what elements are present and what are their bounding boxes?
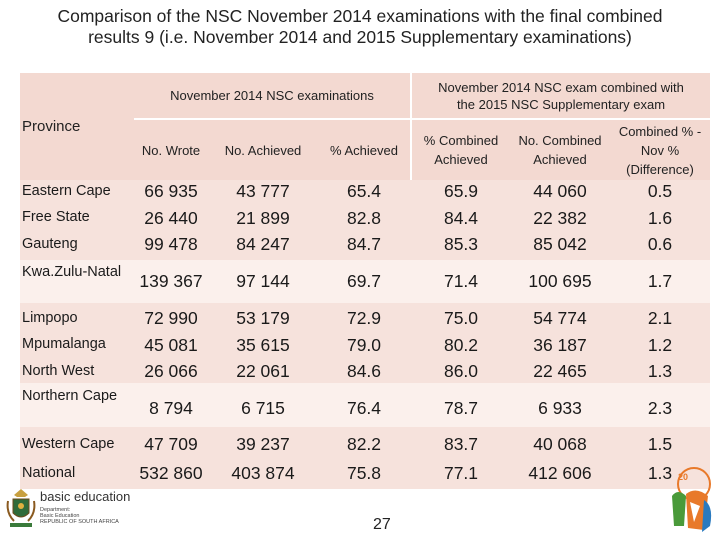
cell-wrote: 66 935 [144,181,198,201]
cell-combined-no: 100 695 [528,271,592,291]
province-label: Western Cape [22,436,115,452]
cell-difference: 1.3 [647,463,673,483]
cell-pct-achieved: 72.9 [346,308,382,328]
cell-combined-no: 40 068 [533,434,587,454]
col-header-pct-achieved: % Achieved [318,120,410,180]
page-number: 27 [373,516,391,533]
cell-pct-achieved: 65.4 [346,181,382,201]
cell-combined-pct: 77.1 [443,463,479,483]
cell-combined-no: 6 933 [538,398,582,418]
cell-wrote: 72 990 [144,308,198,328]
cell-difference: 2.1 [647,308,673,328]
cell-pct-achieved: 84.6 [346,361,382,381]
cell-achieved: 53 179 [236,308,290,328]
coat-of-arms-icon [4,487,38,531]
cell-combined-no: 44 060 [533,181,587,201]
cell-pct-achieved: 79.0 [346,335,382,355]
slide-title: Comparison of the NSC November 2014 examinations with the final combined results 9 (i.e. November 2014 and 2015 Supplementary examinations) [57,6,663,47]
cell-wrote: 45 081 [144,335,198,355]
cell-difference: 1.3 [647,361,673,381]
cell-achieved: 21 899 [236,208,290,228]
cell-combined-no: 412 606 [528,463,592,483]
cell-pct-achieved: 76.4 [346,398,382,418]
cell-achieved: 97 144 [236,271,290,291]
cell-pct-achieved: 82.8 [346,208,382,228]
province-label: Gauteng [22,236,78,252]
cell-combined-no: 54 774 [533,308,587,328]
cell-combined-pct: 71.4 [443,271,479,291]
cell-achieved: 43 777 [236,181,290,201]
department-logo [40,491,130,525]
province-header: Province [20,73,134,180]
cell-achieved: 403 874 [231,463,295,483]
cell-combined-no: 22 465 [533,361,587,381]
col-header-difference: Combined % - Nov % (Difference) [610,120,710,180]
province-label: Limpopo [22,310,78,326]
province-label: Mpumalanga [22,336,106,352]
cell-wrote: 8 794 [149,398,193,418]
cell-combined-pct: 78.7 [443,398,479,418]
cell-wrote: 139 367 [139,271,203,291]
cell-combined-pct: 65.9 [443,181,479,201]
cell-combined-no: 85 042 [533,234,587,254]
cell-pct-achieved: 82.2 [346,434,382,454]
cell-difference: 0.5 [647,181,673,201]
cell-combined-pct: 75.0 [443,308,479,328]
cell-wrote: 532 860 [139,463,203,483]
anniversary-badge-icon [664,466,716,538]
cell-combined-pct: 85.3 [443,234,479,254]
cell-combined-pct: 86.0 [443,361,479,381]
cell-pct-achieved: 75.8 [346,463,382,483]
logo-name: basic education [40,489,131,504]
col-header-achieved: No. Achieved [208,120,318,180]
svg-text:20: 20 [678,472,689,482]
cell-difference: 1.2 [647,335,673,355]
logo-line: REPUBLIC OF SOUTH AFRICA [40,519,119,525]
cell-difference: 2.3 [647,398,673,418]
results-table [20,73,710,489]
cell-difference: 1.5 [647,434,673,454]
cell-combined-pct: 80.2 [443,335,479,355]
cell-wrote: 26 066 [144,361,198,381]
province-label: North West [22,363,95,379]
cell-combined-no: 22 382 [533,208,587,228]
province-label: Northern Cape [22,388,118,404]
cell-combined-no: 36 187 [533,335,587,355]
province-label: Free State [22,209,90,225]
province-label: National [22,465,76,481]
cell-achieved: 6 715 [241,398,285,418]
col-header-wrote: No. Wrote [134,120,208,180]
col-header-combined-no: No. Combined Achieved [510,120,610,180]
province-label: Kwa.Zulu-Natal [22,264,122,280]
cell-combined-pct: 84.4 [443,208,479,228]
cell-achieved: 22 061 [236,361,290,381]
col-header-combined-pct: % Combined Achieved [412,120,510,180]
cell-wrote: 47 709 [144,434,198,454]
province-label: Eastern Cape [22,183,111,199]
group2-header: November 2014 NSC exam combined with the 2015 NSC Supplementary exam [412,73,710,118]
cell-difference: 1.6 [647,208,673,228]
cell-pct-achieved: 84.7 [346,234,382,254]
cell-combined-pct: 83.7 [443,434,479,454]
logo-line: Basic Education [40,513,80,519]
cell-wrote: 26 440 [144,208,198,228]
cell-achieved: 35 615 [236,335,290,355]
cell-achieved: 39 237 [236,434,290,454]
cell-achieved: 84 247 [236,234,290,254]
logo-line: Department: [40,507,71,513]
cell-difference: 1.7 [647,271,673,291]
group1-header: November 2014 NSC examinations [134,73,410,118]
cell-pct-achieved: 69.7 [346,271,382,291]
cell-wrote: 99 478 [144,234,198,254]
cell-difference: 0.6 [647,234,673,254]
